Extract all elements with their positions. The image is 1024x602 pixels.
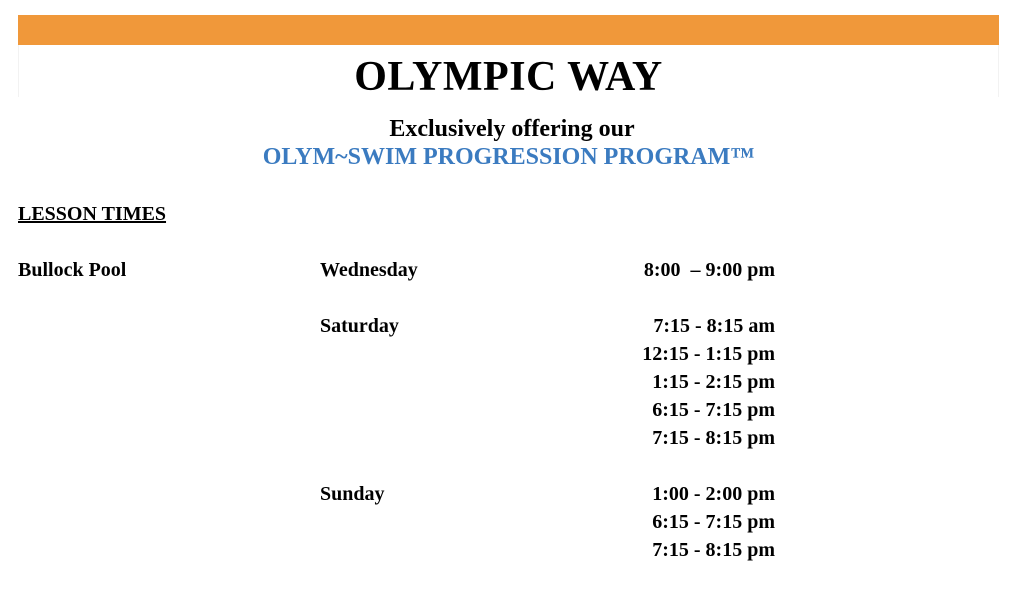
day-sunday: Sunday <box>320 483 385 505</box>
time-slot: 1:15 - 2:15 pm <box>652 371 775 393</box>
time-slot: 8:00 – 9:00 pm <box>643 259 775 281</box>
program-name: OLYM~SWIM PROGRESSION PROGRAM™ <box>262 144 755 170</box>
time-slot: 6:15 - 7:15 pm <box>652 511 775 533</box>
time-slot: 12:15 - 1:15 pm <box>642 343 775 365</box>
page-title: OLYMPIC WAY <box>354 54 663 100</box>
day-saturday: Saturday <box>320 315 399 337</box>
time-slot: 7:15 - 8:15 pm <box>652 539 775 561</box>
section-heading: LESSON TIMES <box>18 203 167 225</box>
time-slot: 7:15 - 8:15 pm <box>652 427 775 449</box>
page-subtitle: Exclusively offering our <box>389 116 635 142</box>
day-wednesday: Wednesday <box>320 259 418 281</box>
time-slot: 1:00 - 2:00 pm <box>652 483 775 505</box>
header-accent-bar <box>18 15 999 45</box>
time-slot: 7:15 - 8:15 am <box>653 315 775 337</box>
location-label: Bullock Pool <box>18 259 127 281</box>
time-slot: 6:15 - 7:15 pm <box>652 399 775 421</box>
